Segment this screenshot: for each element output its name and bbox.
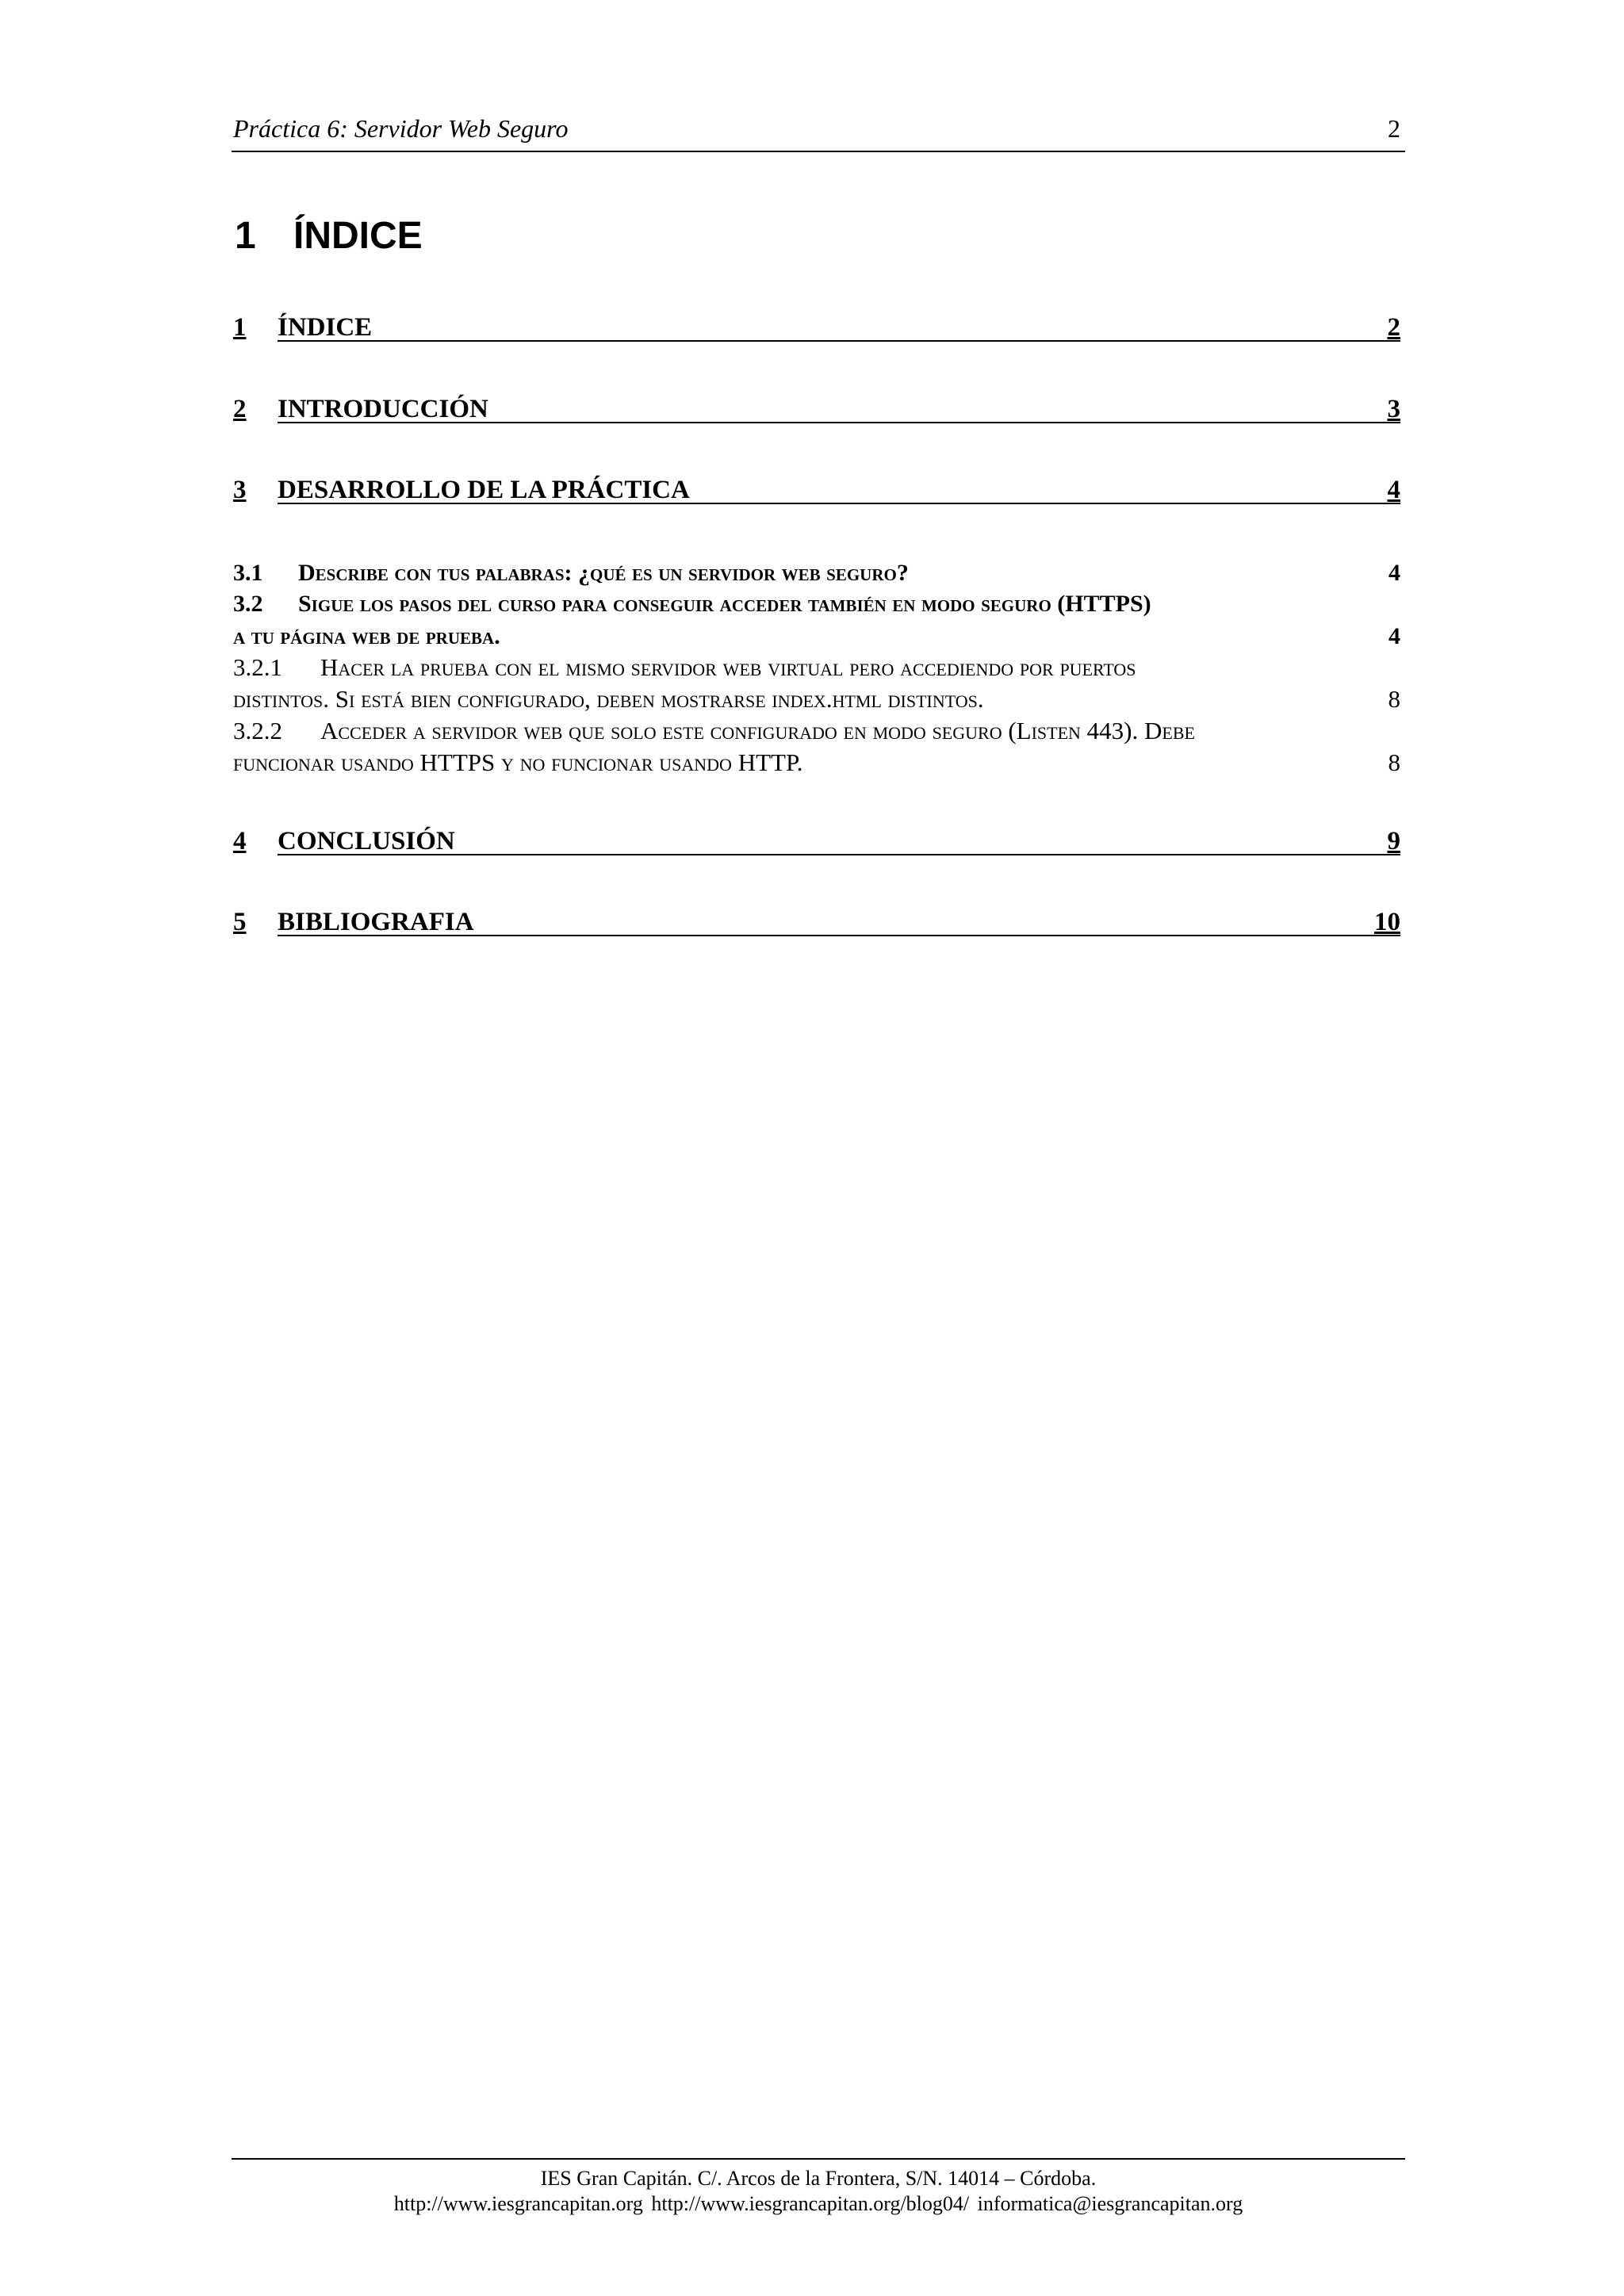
- toc-entry-3-2[interactable]: [233, 591, 1400, 619]
- toc-entry-introduccion[interactable]: [233, 395, 1400, 428]
- toc-number: 1: [233, 313, 247, 342]
- toc-entry-indice[interactable]: [233, 313, 1400, 346]
- toc-entry-desarrollo[interactable]: [233, 476, 1400, 509]
- toc-title: Sigue los pasos del curso para conseguir acceder también en modo seguro (HTTPS): [298, 591, 1151, 617]
- footer-address: IES Gran Capitán. C/. Arcos de la Frontera, S/N. 14014 – Córdoba.: [540, 2167, 1097, 2190]
- toc-page: 8: [1388, 685, 1400, 713]
- toc-number: 3: [233, 476, 247, 504]
- page-footer: [232, 2158, 1405, 2217]
- toc-title-continued: funcionar usando HTTPS y no funcionar usando HTTP.: [233, 748, 803, 776]
- toc-number: 3.2.1: [233, 653, 282, 681]
- footer-links: http://www.iesgrancapitan.org http://www.iesgrancapitan.org/blog04/ informatica@iesgrancapitan.org: [393, 2192, 1243, 2215]
- toc-number: 3.2: [233, 591, 263, 617]
- toc-number: 5: [233, 908, 247, 936]
- toc-number: 2: [233, 395, 247, 423]
- toc-entry-3-2-2[interactable]: [233, 717, 1400, 747]
- header-title: Práctica 6: Servidor Web Seguro: [233, 114, 569, 143]
- toc-title: BIBLIOGRAFIA: [278, 908, 474, 936]
- toc-page: 9: [1387, 827, 1400, 855]
- toc-title: Acceder a servidor web que solo este configurado en modo seguro (Listen 443). Debe: [320, 717, 1195, 744]
- toc-page: 10: [1374, 908, 1400, 936]
- toc-number: 4: [233, 827, 247, 855]
- toc-title-continued: a tu página web de prueba.: [233, 623, 500, 649]
- heading-title: ÍNDICE: [293, 215, 423, 257]
- toc-title: ÍNDICE: [278, 313, 373, 342]
- header-page-number: 2: [1388, 114, 1400, 143]
- toc-page: 4: [1387, 476, 1400, 504]
- toc-number: 3.1: [233, 560, 263, 586]
- toc-entry-3-1[interactable]: [233, 560, 1400, 588]
- toc-page: 3: [1387, 395, 1400, 423]
- toc-title: DESARROLLO DE LA PRÁCTICA: [278, 476, 690, 504]
- toc-title: CONCLUSIÓN: [278, 827, 455, 855]
- toc-number: 3.2.2: [233, 717, 282, 744]
- toc-entry-3-2-1[interactable]: [233, 653, 1400, 683]
- toc-entry-3-2-1-cont[interactable]: [233, 685, 1400, 715]
- toc-page: 4: [1388, 623, 1400, 649]
- toc-page: 2: [1387, 313, 1400, 342]
- toc-entry-conclusion[interactable]: [233, 827, 1400, 860]
- toc-title-continued: distintos. Si está bien configurado, deben mostrarse index.html distintos.: [233, 685, 984, 713]
- page-title: [235, 214, 423, 258]
- page-header: [232, 113, 1405, 152]
- toc-page: 4: [1388, 560, 1400, 586]
- toc-leader-line: [278, 340, 1400, 342]
- toc-entry-3-2-2-cont[interactable]: [233, 748, 1400, 779]
- toc-title: INTRODUCCIÓN: [278, 395, 488, 423]
- toc-page: 8: [1388, 748, 1400, 776]
- toc-entry-bibliografia[interactable]: [233, 908, 1400, 941]
- toc-title: Describe con tus palabras: ¿qué es un servidor web seguro?: [298, 560, 909, 586]
- heading-number: 1: [235, 215, 256, 257]
- toc-title: Hacer la prueba con el mismo servidor web virtual pero accediendo por puertos: [320, 653, 1136, 681]
- toc-entry-3-2-cont[interactable]: [233, 623, 1400, 652]
